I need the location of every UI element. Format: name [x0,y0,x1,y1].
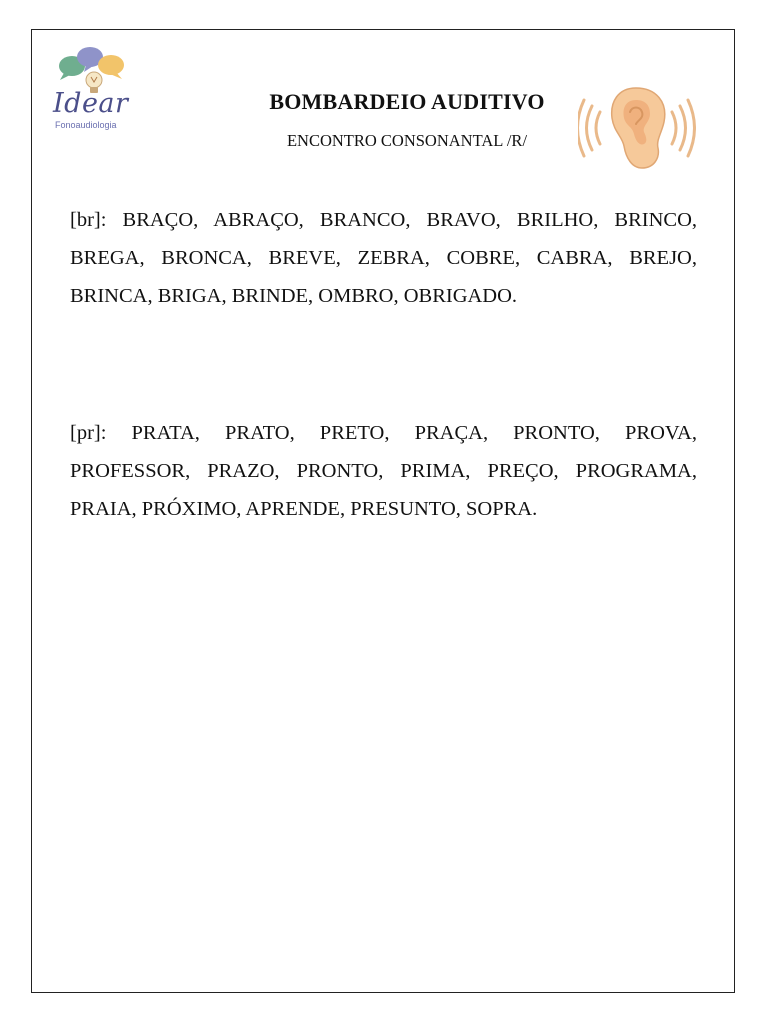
page-subtitle: ENCONTRO CONSONANTAL /R/ [286,131,528,150]
word-list-br: [br]: BRAÇO, ABRAÇO, BRANCO, BRAVO, BRILHO, BRINCO, BREGA, BRONCA, BREVE, ZEBRA, COBRE, CABRA, BREJO, BRINCA, BRIGA, BRINDE, OMBRO, OBRIGADO. [70,209,697,307]
logo-name: Idear [53,88,129,119]
ear-icon [578,82,696,174]
word-list-pr: [pr]: PRATA, PRATO, PRETO, PRAÇA, PRONTO, PROVA, PROFESSOR, PRAZO, PRONTO, PRIMA, PREÇO, PROGRAMA, PRAIA, PRÓXIMO, APRENDE, PRESUNTO, SOPRA. [70,422,697,520]
page-title: BOMBARDEIO AUDITIVO [269,89,545,114]
logo-subtitle: Fonoaudiologia [55,120,117,130]
